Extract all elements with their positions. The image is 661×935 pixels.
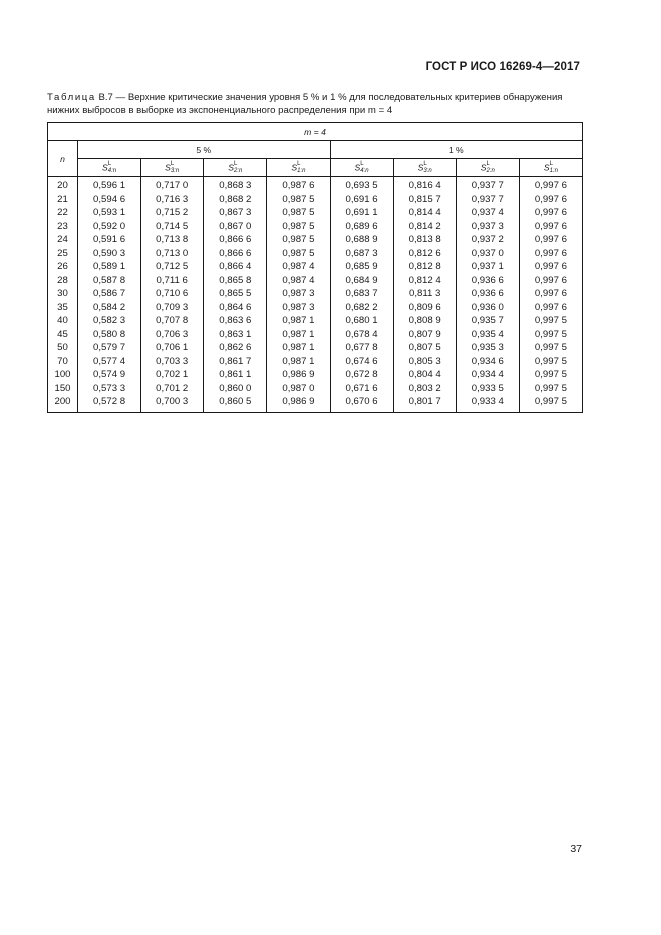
critical-value-cell: 0,997 5 xyxy=(519,368,582,382)
critical-value-cell: 0,937 0 xyxy=(456,247,519,261)
critical-value-cell: 0,814 4 xyxy=(393,206,456,220)
critical-value-cell: 0,934 6 xyxy=(456,355,519,369)
critical-value-cell: 0,683 7 xyxy=(330,287,393,301)
critical-value-cell: 0,936 6 xyxy=(456,287,519,301)
critical-value-cell: 0,700 3 xyxy=(141,395,204,412)
sample-size-cell: 150 xyxy=(48,382,78,396)
caption-text-line1: В.7 — Верхние критические значения уровня 5 % и 1 % для последовательных критериев обнаружения xyxy=(95,92,563,103)
critical-value-cell: 0,816 4 xyxy=(393,177,456,193)
critical-value-cell: 0,803 2 xyxy=(393,382,456,396)
column-symbol-header: S L 1:n xyxy=(267,159,330,177)
table-row xyxy=(48,247,583,261)
table-row xyxy=(48,233,583,247)
table-row xyxy=(48,287,583,301)
critical-value-cell: 0,987 5 xyxy=(267,247,330,261)
critical-value-cell: 0,936 0 xyxy=(456,301,519,315)
critical-value-cell: 0,935 4 xyxy=(456,328,519,342)
critical-value-cell: 0,997 6 xyxy=(519,287,582,301)
critical-value-cell: 0,693 5 xyxy=(330,177,393,193)
critical-value-cell: 0,987 0 xyxy=(267,382,330,396)
critical-value-cell: 0,987 1 xyxy=(267,341,330,355)
table-row xyxy=(48,341,583,355)
sample-size-cell: 70 xyxy=(48,355,78,369)
level-1-header: 1 % xyxy=(330,141,583,159)
critical-value-cell: 0,866 6 xyxy=(204,247,267,261)
critical-value-cell: 0,691 1 xyxy=(330,206,393,220)
sample-size-cell: 26 xyxy=(48,260,78,274)
critical-value-cell: 0,987 5 xyxy=(267,193,330,207)
critical-value-cell: 0,807 9 xyxy=(393,328,456,342)
critical-value-cell: 0,707 8 xyxy=(141,314,204,328)
standard-header: ГОСТ Р ИСО 16269-4—2017 xyxy=(425,61,580,73)
critical-value-cell: 0,809 6 xyxy=(393,301,456,315)
critical-value-cell: 0,808 9 xyxy=(393,314,456,328)
critical-value-cell: 0,997 6 xyxy=(519,177,582,193)
critical-value-cell: 0,701 2 xyxy=(141,382,204,396)
critical-value-cell: 0,577 4 xyxy=(78,355,141,369)
critical-value-cell: 0,670 6 xyxy=(330,395,393,412)
critical-value-cell: 0,573 3 xyxy=(78,382,141,396)
critical-value-cell: 0,678 4 xyxy=(330,328,393,342)
critical-value-cell: 0,596 1 xyxy=(78,177,141,193)
critical-value-cell: 0,935 7 xyxy=(456,314,519,328)
critical-value-cell: 0,672 8 xyxy=(330,368,393,382)
critical-value-cell: 0,986 9 xyxy=(267,368,330,382)
table-row xyxy=(48,314,583,328)
critical-value-cell: 0,997 6 xyxy=(519,220,582,234)
m-header: m = 4 xyxy=(48,123,583,141)
sample-size-cell: 100 xyxy=(48,368,78,382)
critical-value-cell: 0,863 1 xyxy=(204,328,267,342)
critical-value-cell: 0,688 9 xyxy=(330,233,393,247)
column-symbol-header: S L 2:n xyxy=(456,159,519,177)
table-caption xyxy=(47,92,587,117)
table-row xyxy=(48,328,583,342)
critical-value-cell: 0,997 6 xyxy=(519,247,582,261)
critical-value-cell: 0,715 2 xyxy=(141,206,204,220)
critical-value-cell: 0,671 6 xyxy=(330,382,393,396)
critical-value-cell: 0,987 3 xyxy=(267,287,330,301)
critical-value-cell: 0,937 4 xyxy=(456,206,519,220)
sample-size-cell: 25 xyxy=(48,247,78,261)
critical-value-cell: 0,997 5 xyxy=(519,395,582,412)
critical-value-cell: 0,685 9 xyxy=(330,260,393,274)
sample-size-cell: 45 xyxy=(48,328,78,342)
column-symbol-header: S L 3:n xyxy=(393,159,456,177)
critical-value-cell: 0,987 4 xyxy=(267,274,330,288)
caption-label: Таблица xyxy=(47,92,96,103)
critical-value-cell: 0,587 8 xyxy=(78,274,141,288)
critical-value-cell: 0,804 4 xyxy=(393,368,456,382)
critical-value-cell: 0,933 4 xyxy=(456,395,519,412)
critical-value-cell: 0,997 5 xyxy=(519,382,582,396)
critical-value-cell: 0,591 6 xyxy=(78,233,141,247)
critical-value-cell: 0,703 3 xyxy=(141,355,204,369)
critical-value-cell: 0,868 2 xyxy=(204,193,267,207)
critical-values-table xyxy=(47,122,583,413)
critical-value-cell: 0,812 8 xyxy=(393,260,456,274)
critical-value-cell: 0,586 7 xyxy=(78,287,141,301)
critical-value-cell: 0,987 1 xyxy=(267,328,330,342)
critical-value-cell: 0,866 6 xyxy=(204,233,267,247)
critical-value-cell: 0,584 2 xyxy=(78,301,141,315)
critical-value-cell: 0,867 0 xyxy=(204,220,267,234)
critical-value-cell: 0,987 5 xyxy=(267,233,330,247)
critical-value-cell: 0,987 4 xyxy=(267,260,330,274)
critical-value-cell: 0,682 2 xyxy=(330,301,393,315)
table-row xyxy=(48,368,583,382)
critical-value-cell: 0,997 6 xyxy=(519,206,582,220)
table-row xyxy=(48,193,583,207)
table-row xyxy=(48,177,583,193)
critical-value-cell: 0,861 1 xyxy=(204,368,267,382)
critical-value-cell: 0,807 5 xyxy=(393,341,456,355)
sample-size-cell: 22 xyxy=(48,206,78,220)
critical-value-cell: 0,572 8 xyxy=(78,395,141,412)
sample-size-cell: 28 xyxy=(48,274,78,288)
sample-size-cell: 20 xyxy=(48,177,78,193)
critical-value-cell: 0,590 3 xyxy=(78,247,141,261)
table-row xyxy=(48,220,583,234)
critical-value-cell: 0,677 8 xyxy=(330,341,393,355)
critical-value-cell: 0,716 3 xyxy=(141,193,204,207)
critical-value-cell: 0,709 3 xyxy=(141,301,204,315)
critical-value-cell: 0,711 6 xyxy=(141,274,204,288)
critical-value-cell: 0,593 1 xyxy=(78,206,141,220)
column-symbol-header: S L 4:n xyxy=(330,159,393,177)
critical-value-cell: 0,684 9 xyxy=(330,274,393,288)
critical-value-cell: 0,997 5 xyxy=(519,314,582,328)
critical-value-cell: 0,687 3 xyxy=(330,247,393,261)
critical-value-cell: 0,861 7 xyxy=(204,355,267,369)
n-column-header: n xyxy=(48,141,78,177)
critical-value-cell: 0,937 2 xyxy=(456,233,519,247)
critical-value-cell: 0,935 3 xyxy=(456,341,519,355)
critical-value-cell: 0,706 3 xyxy=(141,328,204,342)
critical-value-cell: 0,868 3 xyxy=(204,177,267,193)
critical-value-cell: 0,689 6 xyxy=(330,220,393,234)
critical-value-cell: 0,987 5 xyxy=(267,206,330,220)
critical-value-cell: 0,801 7 xyxy=(393,395,456,412)
critical-value-cell: 0,937 7 xyxy=(456,177,519,193)
page-number: 37 xyxy=(570,843,582,855)
critical-value-cell: 0,936 6 xyxy=(456,274,519,288)
critical-value-cell: 0,860 5 xyxy=(204,395,267,412)
critical-value-cell: 0,864 6 xyxy=(204,301,267,315)
critical-value-cell: 0,579 7 xyxy=(78,341,141,355)
critical-value-cell: 0,811 3 xyxy=(393,287,456,301)
sample-size-cell: 21 xyxy=(48,193,78,207)
sample-size-cell: 23 xyxy=(48,220,78,234)
table-row xyxy=(48,395,583,412)
critical-value-cell: 0,987 3 xyxy=(267,301,330,315)
column-symbol-header: S L 3:n xyxy=(141,159,204,177)
critical-value-cell: 0,867 3 xyxy=(204,206,267,220)
critical-value-cell: 0,712 5 xyxy=(141,260,204,274)
critical-value-cell: 0,714 5 xyxy=(141,220,204,234)
critical-value-cell: 0,937 7 xyxy=(456,193,519,207)
critical-value-cell: 0,813 8 xyxy=(393,233,456,247)
critical-value-cell: 0,937 1 xyxy=(456,260,519,274)
critical-value-cell: 0,997 6 xyxy=(519,274,582,288)
column-symbol-header: S L 4:n xyxy=(78,159,141,177)
critical-value-cell: 0,713 0 xyxy=(141,247,204,261)
critical-value-cell: 0,997 5 xyxy=(519,328,582,342)
column-symbol-header: S L 2:n xyxy=(204,159,267,177)
critical-value-cell: 0,987 5 xyxy=(267,220,330,234)
critical-value-cell: 0,815 7 xyxy=(393,193,456,207)
critical-value-cell: 0,574 9 xyxy=(78,368,141,382)
critical-value-cell: 0,863 6 xyxy=(204,314,267,328)
table-row xyxy=(48,260,583,274)
critical-value-cell: 0,997 6 xyxy=(519,193,582,207)
critical-value-cell: 0,987 1 xyxy=(267,355,330,369)
sample-size-cell: 24 xyxy=(48,233,78,247)
critical-value-cell: 0,589 1 xyxy=(78,260,141,274)
critical-value-cell: 0,997 6 xyxy=(519,260,582,274)
critical-value-cell: 0,706 1 xyxy=(141,341,204,355)
critical-value-cell: 0,865 5 xyxy=(204,287,267,301)
critical-value-cell: 0,814 2 xyxy=(393,220,456,234)
critical-value-cell: 0,713 8 xyxy=(141,233,204,247)
critical-value-cell: 0,997 5 xyxy=(519,341,582,355)
critical-value-cell: 0,594 6 xyxy=(78,193,141,207)
critical-value-cell: 0,865 8 xyxy=(204,274,267,288)
sample-size-cell: 30 xyxy=(48,287,78,301)
critical-value-cell: 0,717 0 xyxy=(141,177,204,193)
critical-value-cell: 0,812 6 xyxy=(393,247,456,261)
table-row xyxy=(48,355,583,369)
sample-size-cell: 35 xyxy=(48,301,78,315)
sample-size-cell: 200 xyxy=(48,395,78,412)
level-5-header: 5 % xyxy=(78,141,331,159)
critical-value-cell: 0,592 0 xyxy=(78,220,141,234)
sample-size-cell: 50 xyxy=(48,341,78,355)
critical-value-cell: 0,580 8 xyxy=(78,328,141,342)
critical-value-cell: 0,862 6 xyxy=(204,341,267,355)
table-row xyxy=(48,274,583,288)
critical-value-cell: 0,582 3 xyxy=(78,314,141,328)
critical-value-cell: 0,997 6 xyxy=(519,233,582,247)
table-row xyxy=(48,301,583,315)
critical-value-cell: 0,702 1 xyxy=(141,368,204,382)
critical-value-cell: 0,933 5 xyxy=(456,382,519,396)
critical-value-cell: 0,997 6 xyxy=(519,301,582,315)
critical-value-cell: 0,987 6 xyxy=(267,177,330,193)
critical-value-cell: 0,680 1 xyxy=(330,314,393,328)
critical-value-cell: 0,934 4 xyxy=(456,368,519,382)
critical-value-cell: 0,805 3 xyxy=(393,355,456,369)
critical-value-cell: 0,987 1 xyxy=(267,314,330,328)
table-row xyxy=(48,206,583,220)
critical-value-cell: 0,691 6 xyxy=(330,193,393,207)
critical-value-cell: 0,937 3 xyxy=(456,220,519,234)
critical-value-cell: 0,997 5 xyxy=(519,355,582,369)
sample-size-cell: 40 xyxy=(48,314,78,328)
critical-value-cell: 0,674 6 xyxy=(330,355,393,369)
critical-value-cell: 0,710 6 xyxy=(141,287,204,301)
caption-text-line2: нижних выбросов в выборке из экспоненциального распределения при m = 4 xyxy=(47,104,393,116)
column-symbol-header: S L 1:n xyxy=(519,159,582,177)
critical-value-cell: 0,860 0 xyxy=(204,382,267,396)
table-row xyxy=(48,382,583,396)
critical-value-cell: 0,986 9 xyxy=(267,395,330,412)
critical-value-cell: 0,812 4 xyxy=(393,274,456,288)
critical-value-cell: 0,866 4 xyxy=(204,260,267,274)
